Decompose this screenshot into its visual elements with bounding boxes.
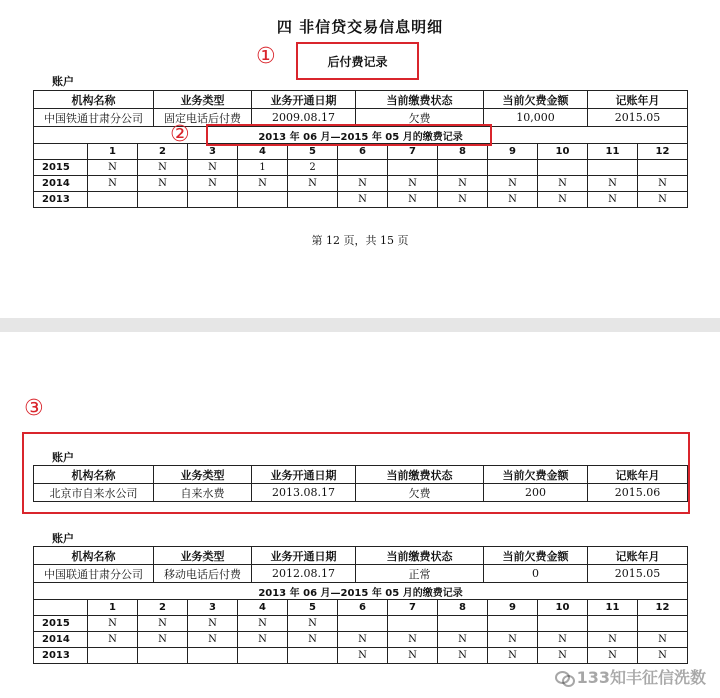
payment-status: 欠费 <box>356 109 484 127</box>
arrears-amount: 10,000 <box>484 109 588 127</box>
months-row <box>34 600 688 616</box>
payment-cell: N <box>588 632 638 648</box>
marker-3: ③ <box>24 396 44 421</box>
payment-cell: N <box>88 616 138 632</box>
month-header: 12 <box>638 144 688 160</box>
header-type: 业务类型 <box>154 547 252 565</box>
payment-cell: N <box>388 648 438 664</box>
account-row <box>34 484 688 502</box>
payment-cell <box>538 616 588 632</box>
marker-2: ② <box>170 122 190 147</box>
payment-cell: N <box>138 176 188 192</box>
month-header: 5 <box>288 600 338 616</box>
account-row <box>34 565 688 583</box>
section-title: 四 非信贷交易信息明细 <box>276 18 444 36</box>
header-org: 机构名称 <box>34 547 154 565</box>
payment-cell: N <box>238 616 288 632</box>
payment-cell <box>88 648 138 664</box>
payment-cell <box>338 160 388 176</box>
payment-cell: N <box>438 176 488 192</box>
payment-cell: N <box>488 176 538 192</box>
year-row <box>34 616 688 632</box>
open-date: 2009.08.17 <box>252 109 356 127</box>
month-header: 10 <box>538 144 588 160</box>
payment-cell <box>138 648 188 664</box>
month-header: 5 <box>288 144 338 160</box>
header-row <box>34 466 688 484</box>
year-label: 2014 <box>34 632 88 648</box>
report-page-bottom <box>0 332 720 698</box>
business-type: 固定电话后付费 <box>154 109 252 127</box>
payment-cell: N <box>138 160 188 176</box>
year-label: 2013 <box>34 192 88 208</box>
payment-cell: N <box>638 176 688 192</box>
account-table-2 <box>33 465 688 502</box>
watermark-text: 133知丰征信洗数 <box>576 668 706 687</box>
header-month: 记账年月 <box>588 466 688 484</box>
month-header: 1 <box>88 144 138 160</box>
payment-cell: N <box>638 648 688 664</box>
payment-cell: N <box>588 192 638 208</box>
payment-cell: N <box>238 176 288 192</box>
payment-cell: N <box>138 632 188 648</box>
year-label: 2013 <box>34 648 88 664</box>
header-org: 机构名称 <box>34 466 154 484</box>
payment-cell: N <box>138 616 188 632</box>
year-row <box>34 648 688 664</box>
account-table-1 <box>33 90 688 127</box>
payment-cell <box>638 160 688 176</box>
range-title: 2013 年 06 月—2015 年 05 月的缴费记录 <box>34 127 688 144</box>
page-gap <box>0 318 720 332</box>
month-header: 6 <box>338 144 388 160</box>
month-header: 9 <box>488 144 538 160</box>
postpay-title: 后付费记录 <box>327 55 388 69</box>
month-header: 12 <box>638 600 688 616</box>
month-header: 4 <box>238 600 288 616</box>
wechat-icon <box>555 669 573 685</box>
arrears-amount: 200 <box>484 484 588 502</box>
account-label: 账户 <box>52 532 74 545</box>
account-label: 账户 <box>52 75 74 88</box>
org-name: 北京市自来水公司 <box>34 484 154 502</box>
corner-cell <box>34 600 88 616</box>
payment-cell: N <box>388 632 438 648</box>
header-org: 机构名称 <box>34 91 154 109</box>
payment-cell: N <box>188 160 238 176</box>
payment-cell: N <box>338 648 388 664</box>
payment-cell <box>188 648 238 664</box>
year-row <box>34 176 688 192</box>
account-table-3 <box>33 546 688 583</box>
payment-cell <box>238 192 288 208</box>
header-open-date: 业务开通日期 <box>252 547 356 565</box>
payment-cell <box>138 192 188 208</box>
header-open-date: 业务开通日期 <box>252 91 356 109</box>
payment-cell: N <box>188 176 238 192</box>
header-month: 记账年月 <box>588 547 688 565</box>
payment-status: 欠费 <box>356 484 484 502</box>
payment-grid-2 <box>33 582 688 664</box>
payment-cell: N <box>188 632 238 648</box>
month-header: 4 <box>238 144 288 160</box>
payment-cell: N <box>288 616 338 632</box>
payment-cell: N <box>338 632 388 648</box>
month-header: 8 <box>438 600 488 616</box>
header-status: 当前缴费状态 <box>356 466 484 484</box>
payment-cell <box>188 192 238 208</box>
payment-cell: N <box>488 632 538 648</box>
month-header: 7 <box>388 144 438 160</box>
payment-cell <box>238 648 288 664</box>
account-label: 账户 <box>52 451 74 464</box>
open-date: 2013.08.17 <box>252 484 356 502</box>
payment-cell: N <box>488 648 538 664</box>
month-header: 6 <box>338 600 388 616</box>
payment-cell: N <box>588 648 638 664</box>
payment-cell: N <box>638 632 688 648</box>
year-label: 2015 <box>34 616 88 632</box>
header-type: 业务类型 <box>154 466 252 484</box>
month-header: 8 <box>438 144 488 160</box>
payment-cell: N <box>438 648 488 664</box>
month-header: 2 <box>138 144 188 160</box>
payment-cell <box>438 160 488 176</box>
payment-cell: 2 <box>288 160 338 176</box>
year-row <box>34 160 688 176</box>
payment-cell: N <box>88 176 138 192</box>
payment-cell: N <box>388 176 438 192</box>
payment-cell: N <box>388 192 438 208</box>
payment-cell: N <box>88 632 138 648</box>
header-open-date: 业务开通日期 <box>252 466 356 484</box>
payment-cell: N <box>588 176 638 192</box>
month-header: 11 <box>588 600 638 616</box>
payment-cell: N <box>338 192 388 208</box>
payment-cell: N <box>538 632 588 648</box>
marker-1: ① <box>256 44 276 69</box>
payment-cell: N <box>288 632 338 648</box>
org-name: 中国铁通甘肃分公司 <box>34 109 154 127</box>
header-amount: 当前欠费金额 <box>484 547 588 565</box>
month-header: 10 <box>538 600 588 616</box>
org-name: 中国联通甘肃分公司 <box>34 565 154 583</box>
payment-cell <box>538 160 588 176</box>
payment-cell: N <box>288 176 338 192</box>
payment-cell: N <box>188 616 238 632</box>
arrears-amount: 0 <box>484 565 588 583</box>
payment-cell: N <box>338 176 388 192</box>
month-header: 3 <box>188 600 238 616</box>
header-month: 记账年月 <box>588 91 688 109</box>
payment-cell <box>388 160 438 176</box>
open-date: 2012.08.17 <box>252 565 356 583</box>
payment-cell <box>488 616 538 632</box>
header-amount: 当前欠费金额 <box>484 91 588 109</box>
header-row <box>34 547 688 565</box>
record-month: 2015.05 <box>588 109 688 127</box>
payment-cell: N <box>438 632 488 648</box>
month-header: 1 <box>88 600 138 616</box>
month-header: 9 <box>488 600 538 616</box>
month-header: 11 <box>588 144 638 160</box>
payment-cell: 1 <box>238 160 288 176</box>
payment-cell: N <box>538 192 588 208</box>
payment-cell: N <box>238 632 288 648</box>
month-header: 7 <box>388 600 438 616</box>
year-row <box>34 192 688 208</box>
payment-cell <box>388 616 438 632</box>
page-number: 第 12 页，共 15 页 <box>311 234 409 247</box>
header-row <box>34 91 688 109</box>
payment-cell: N <box>538 176 588 192</box>
month-header: 3 <box>188 144 238 160</box>
payment-cell <box>288 648 338 664</box>
report-page-top <box>0 0 720 318</box>
payment-cell: N <box>88 160 138 176</box>
payment-cell <box>438 616 488 632</box>
header-type: 业务类型 <box>154 91 252 109</box>
payment-cell: N <box>488 192 538 208</box>
payment-cell: N <box>438 192 488 208</box>
payment-cell <box>88 192 138 208</box>
record-month: 2015.06 <box>588 484 688 502</box>
payment-cell <box>638 616 688 632</box>
business-type: 自来水费 <box>154 484 252 502</box>
range-title: 2013 年 06 月—2015 年 05 月的缴费记录 <box>34 583 688 600</box>
payment-status: 正常 <box>356 565 484 583</box>
business-type: 移动电话后付费 <box>154 565 252 583</box>
header-status: 当前缴费状态 <box>356 547 484 565</box>
highlight-box-range <box>206 124 492 146</box>
watermark <box>555 665 706 688</box>
range-row <box>34 583 688 600</box>
payment-cell: N <box>538 648 588 664</box>
payment-cell: N <box>638 192 688 208</box>
payment-cell <box>488 160 538 176</box>
corner-cell <box>34 144 88 160</box>
header-amount: 当前欠费金额 <box>484 466 588 484</box>
payment-cell <box>588 160 638 176</box>
payment-cell <box>288 192 338 208</box>
year-label: 2015 <box>34 160 88 176</box>
header-status: 当前缴费状态 <box>356 91 484 109</box>
record-month: 2015.05 <box>588 565 688 583</box>
year-row <box>34 632 688 648</box>
payment-cell <box>588 616 638 632</box>
month-header: 2 <box>138 600 188 616</box>
year-label: 2014 <box>34 176 88 192</box>
payment-cell <box>338 616 388 632</box>
